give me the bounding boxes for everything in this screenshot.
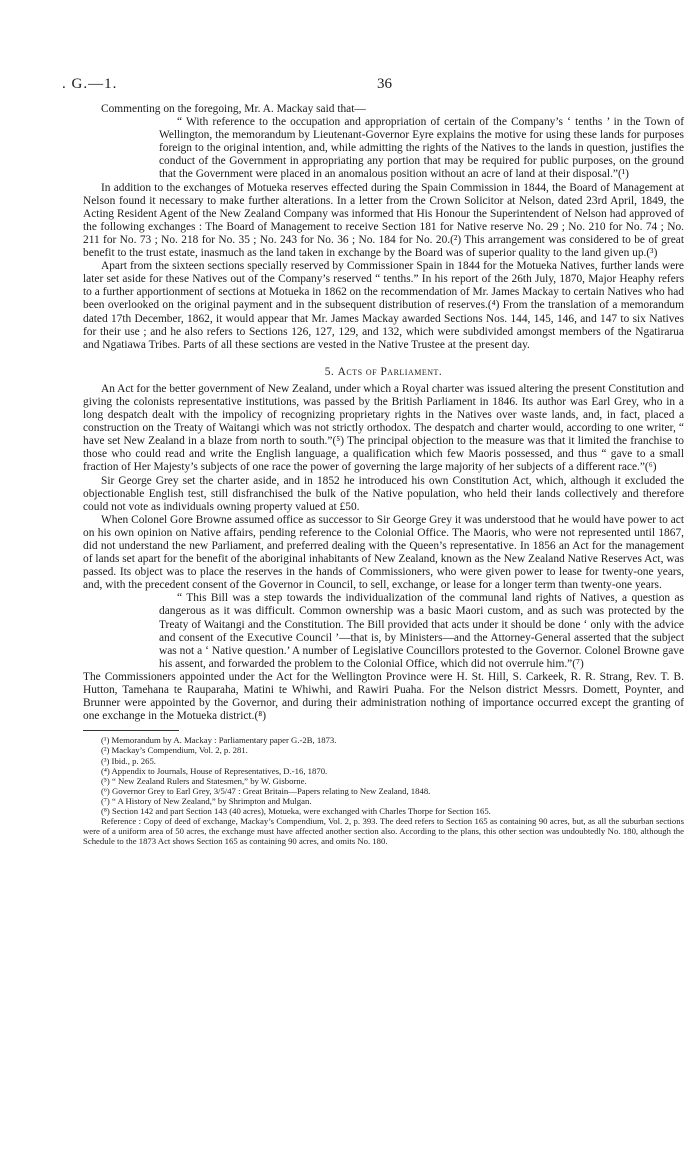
footnote: (⁷) “ A History of New Zealand,” by Shrimpton and Mulgan. <box>101 795 312 806</box>
footnote-continuation: Reference : Copy of deed of exchange, Mackay’s Compendium, Vol. 2, p. 393. The deed refers to Section 165 as containing 90 acres, but, as all the suburban sections were of a uniform area of 50 acres, the exchange must have affected another section also. According to the plans, this other section was undoubtedly No. 180, although the Schedule to the 1873 Act shows Section 165 as containing 90 acres, and omits No. 180. <box>83 816 684 847</box>
paragraph: The Commissioners appointed under the Act for the Wellington Province were H. St. Hill, S. Carkeek, R. R. Strang, Rev. T. B. Hutton, Tamehana te Rauparaha, Matini te Whiwhi, and Rawiri Puaha. For the Nelson district Messrs. Domett, Poynter, and Brunner were appointed by the Governor, and during their administration nothing of importance occurred except the granting of one exchange in the Motueka district.(⁸) <box>83 670 684 723</box>
footnote: (⁴) Appendix to Journals, House of Representatives, D.-16, 1870. <box>101 765 328 776</box>
footnote: (⁵) “ New Zealand Rulers and Statesmen,” by W. Gisborne. <box>101 775 307 786</box>
page-number: 36 <box>377 76 392 92</box>
block-quote: “ This Bill was a step towards the individualization of the communal land rights of Natives, a question as dangerous as it was difficult. Common ownership was a basic Maori custom, and as such was protected by the Treaty of Waitangi and the Constitution. The Bill provided that acts under it should be done ‘ only with the advice and consent of the Executive Council ’—that is, by Ministers—and the Attorney-General asserted that the subject was not a ‘ Native question.’ A number of Legislative Councillors protested to the Governor. Colonel Browne gave his assent, and forwarded the problem to the Colonial Office, which did not overrule him.”(⁷) <box>159 592 684 670</box>
section-heading <box>83 366 684 379</box>
paragraph: In addition to the exchanges of Motueka reserves effected during the Spain Commission in 1844, the Board of Management at Nelson found it necessary to make further alterations. In a letter from the Crown Solicitor at Nelson, dated 23rd April, 1849, the Acting Resident Agent of the New Zealand Company was informed that His Honour the Superintendent of Nelson had approved of the following exchanges : The Board of Management to receive Section 181 for Native reserve No. 29 ; No. 210 for No. 74 ; No. 211 for No. 73 ; No. 218 for No. 35 ; No. 243 for No. 36 ; No. 184 for No. 20.(²) This arrangement was considered to be of great benefit to the trust estate, inasmuch as the land taken in exchange by the Board was of superior quality to the land given up.(³) <box>83 181 684 260</box>
paragraph: Commenting on the foregoing, Mr. A. Mackay said that— <box>101 103 366 115</box>
footnotes <box>83 735 684 846</box>
footnote: (³) Ibid., p. 265. <box>101 755 156 766</box>
section-title: Acts of Parliament. <box>337 365 443 378</box>
paragraph: An Act for the better government of New Zealand, under which a Royal charter was issued altering the present Constitution and giving the colonists representative institutions, was passed by the British Parliament in 1846. Its author was Earl Grey, who in a long despatch dealt with the impolicy of recognizing proprietary rights in the Natives over waste lands, and, in fact, placed a construction on the Treaty of Waitangi which was not strictly orthodox. The despatch and charter would, according to one writer, “ have set New Zealand in a blaze from north to south.”(⁵) The principal objection to the measure was that it limited the franchise to those who could read and write the English language, a qualification which few Maoris possessed, and thus “ gave to a small fraction of Her Majesty’s subjects of one race the power of governing the large majority of her subjects of a different race.”(⁶) <box>83 382 684 474</box>
footnote: (⁸) Section 142 and part Section 143 (40 acres), Motueka, were exchanged with Charles Thorpe for Section 165. <box>101 805 491 816</box>
paragraph: When Colonel Gore Browne assumed office as successor to Sir George Grey it was understood that he would have power to act on his own opinion on Native affairs, pending reference to the Colonial Office. The Maoris, who were not represented until 1867, did not understand the new Parliament, and preferred dealing with the Queen’s representative. In 1856 an Act for the management of lands set apart for the benefit of the aboriginal inhabitants of New Zealand, known as the New Zealand Native Reserves Act, was passed. Its object was to place the reserves in the hands of Commissioners, who were given power to lease for twenty-one years, and, with the precedent consent of the Governor in Council, to sell, exchange, or lease for a longer term than twenty-one years. <box>83 513 684 592</box>
footnote: (⁶) Governor Grey to Earl Grey, 3/5/47 : Great Britain—Papers relating to New Zealand, 1848. <box>101 785 431 796</box>
document-reference: . G.—1. <box>62 76 118 92</box>
paragraph: Sir George Grey set the charter aside, and in 1852 he introduced his own Constitution Act, which, although it excluded the objectionable English test, still disfranchised the bulk of the Native population, who held their lands collectively and therefore could not vote as individuals owning property valued at £50. <box>83 474 684 513</box>
section-number: 5. <box>324 365 335 378</box>
footnote: (¹) Memorandum by A. Mackay : Parliamentary paper G.-2B, 1873. <box>101 735 337 746</box>
page-body <box>83 103 684 846</box>
block-quote: “ With reference to the occupation and appropriation of certain of the Company’s ‘ tenths ’ in the Town of Wellington, the memorandum by Lieutenant-Governor Eyre explains the motive for using these lands for purposes foreign to the original intention, and, while admitting the rights of the Natives to the lands in question, justifies the conduct of the Government in appropriating any portion that may be required for public purposes, on the ground that the Government were placed in an anomalous position without an acre of land at their disposal.”(¹) <box>159 116 684 181</box>
footnote-divider <box>83 730 179 731</box>
paragraph: Apart from the sixteen sections specially reserved by Commissioner Spain in 1844 for the Motueka Natives, further lands were later set aside for these Natives out of the Company’s reserved “ tenths.” In his report of the 26th July, 1870, Major Heaphy refers to a further apportionment of sections at Motueka in 1862 on the recommendation of Mr. James Mackay to certain Natives who had been overlooked on the original payment and in the subsequent distribution of reserves.(⁴) From the translation of a memorandum dated 17th December, 1862, it would appear that Mr. James Mackay awarded Sections Nos. 144, 145, 146, and 147 to six Natives for their use ; and he also refers to Sections 126, 127, 129, and 132, which were subdivided amongst members of the Ngatiraruа and Ngatiawa Tribes. Parts of all these sections are vested in the Native Trustee at the present day. <box>83 260 684 351</box>
footnote: (²) Mackay’s Compendium, Vol. 2, p. 281. <box>101 745 248 756</box>
page-header <box>62 76 682 94</box>
